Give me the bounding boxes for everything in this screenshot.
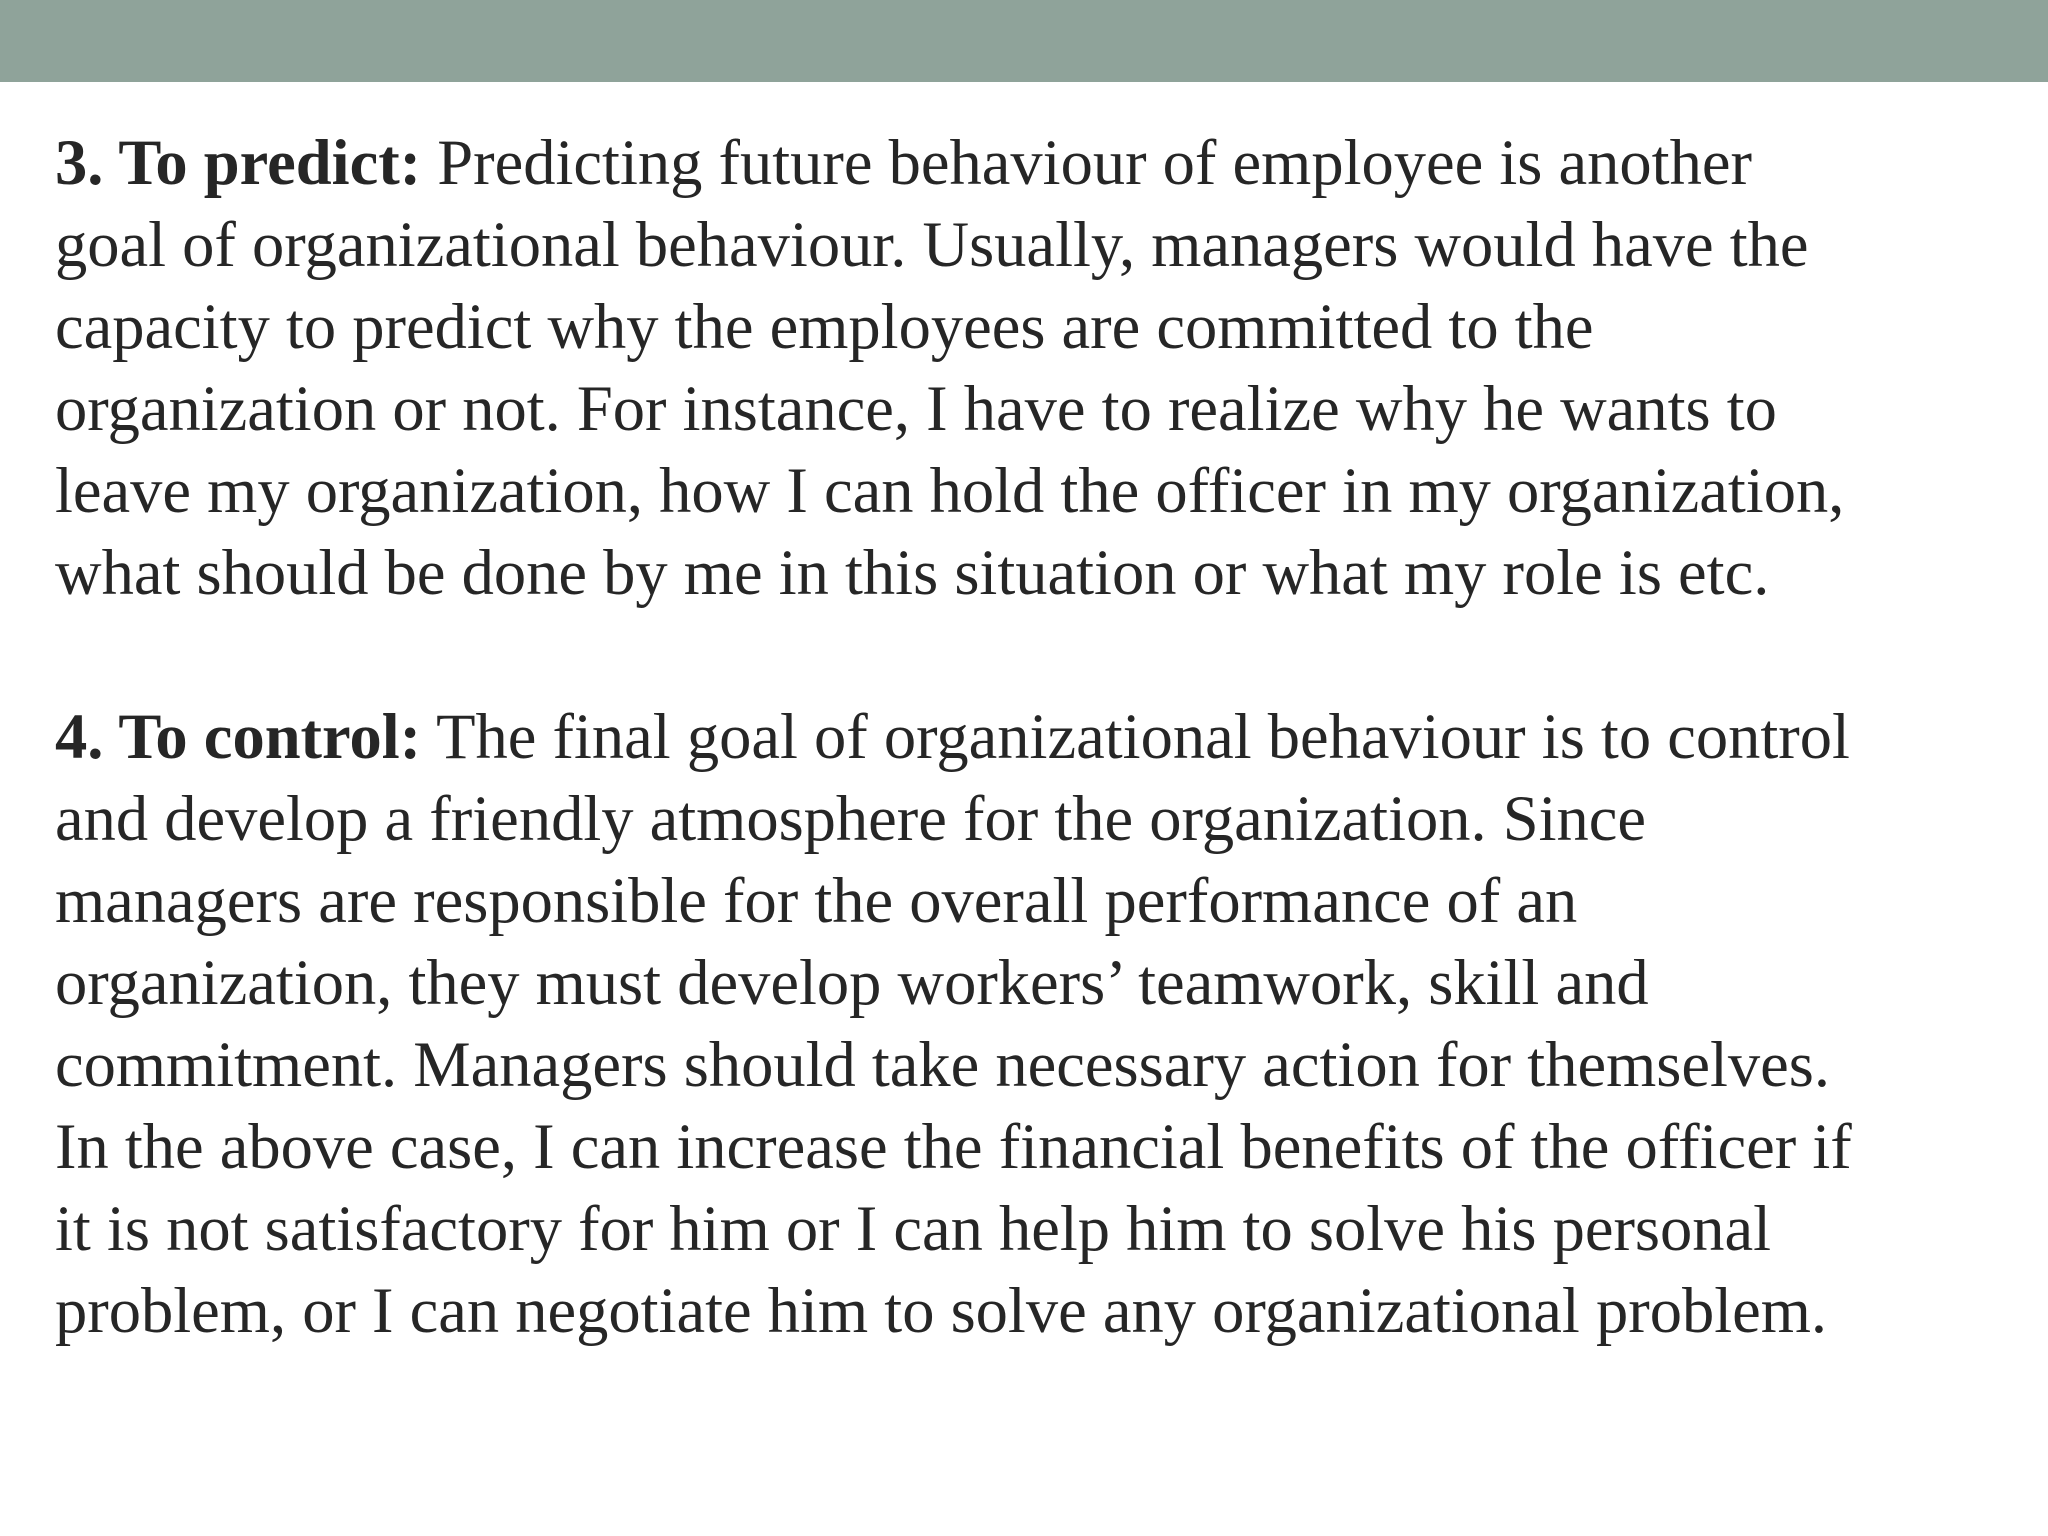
point-line: problem, or I can negotiate him to solve any organizational problem. <box>55 1275 1828 1346</box>
point-line: it is not satisfactory for him or I can help him to solve his personal <box>55 1193 1772 1264</box>
point-line: capacity to predict why the employees are committed to the <box>55 291 1594 362</box>
point-line: what should be done by me in this situation or what my role is etc. <box>55 537 1770 608</box>
point-line: and develop a friendly atmosphere for the organization. Since <box>55 783 1647 854</box>
point-control <box>55 696 2015 1352</box>
point-line <box>55 696 2015 778</box>
title-bar-band <box>0 0 2048 82</box>
point-line: goal of organizational behaviour. Usually, managers would have the <box>55 209 1809 280</box>
point-line: managers are responsible for the overall performance of an <box>55 865 1578 936</box>
point-heading: 3. To predict: <box>55 127 422 198</box>
point-line: organization or not. For instance, I have to realize why he wants to <box>55 373 1777 444</box>
point-line: commitment. Managers should take necessary action for themselves. <box>55 1029 1831 1100</box>
point-line <box>55 122 2015 204</box>
point-heading: 4. To control: <box>55 701 422 772</box>
point-text: Predicting future behaviour of employee is another <box>421 127 1752 198</box>
point-predict <box>55 122 2015 614</box>
point-line: leave my organization, how I can hold the officer in my organization, <box>55 455 1845 526</box>
slide-content <box>55 122 2015 1352</box>
point-line: organization, they must develop workers’ teamwork, skill and <box>55 947 1649 1018</box>
point-text: The final goal of organizational behaviour is to control <box>421 701 1850 772</box>
point-line: In the above case, I can increase the financial benefits of the officer if <box>55 1111 1852 1182</box>
